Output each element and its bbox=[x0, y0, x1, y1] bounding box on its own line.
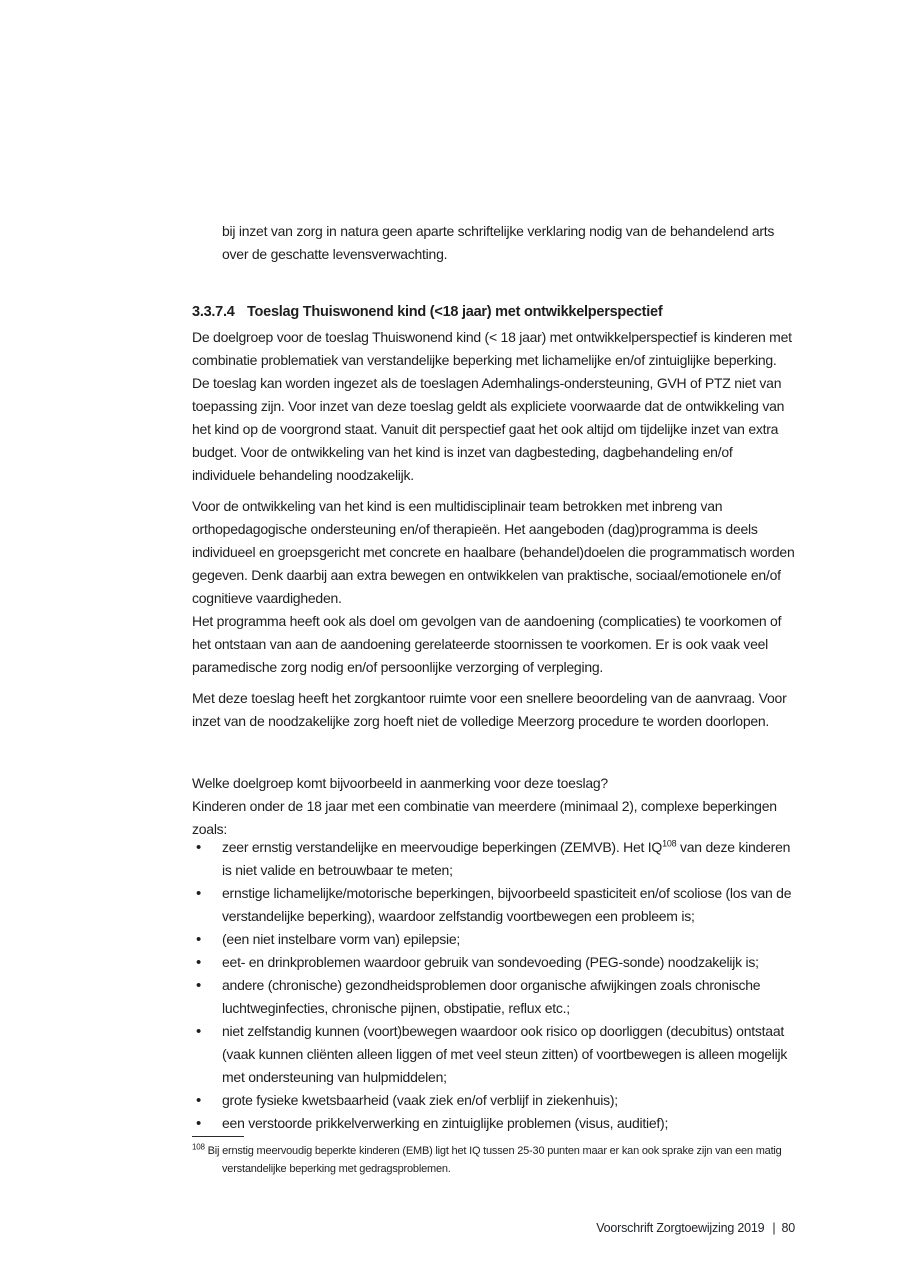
list-item-text: van deze kinderen is niet valide en betrouwbaar te meten; bbox=[222, 839, 791, 878]
list-item-text: niet zelfstandig kunnen (voort)bewegen waardoor ook risico op doorliggen (decubitus) ontstaat (vaak kunnen cliënten alleen liggen of met veel steun zitten) of voortbewegen is alleen mogelijk met ondersteuning van hulpmiddelen; bbox=[222, 1023, 788, 1085]
intro-paragraph-text: bij inzet van zorg in natura geen aparte schriftelijke verklaring nodig van de behandelend arts over de geschatte levensverwachting. bbox=[222, 223, 775, 262]
list-item bbox=[192, 1089, 796, 1112]
list-item-text: ernstige lichamelijke/motorische beperkingen, bijvoorbeeld spasticiteit en/of scoliose (los van de verstandelijke beperking), waardoor zelfstandig voortbewegen een probleem is; bbox=[222, 885, 792, 924]
section-number: 3.3.7.4 bbox=[192, 304, 235, 320]
list-item bbox=[192, 1112, 796, 1135]
list-item-text: andere (chronische) gezondheidsproblemen door organische afwijkingen zoals chronische luchtweginfecties, chronische pijnen, obstipatie, reflux etc.; bbox=[222, 977, 761, 1016]
question-text: Welke doelgroep komt bijvoorbeeld in aanmerking voor deze toeslag? bbox=[192, 775, 608, 791]
bullet-list bbox=[192, 836, 796, 1135]
list-item bbox=[192, 928, 796, 951]
paragraph-doelgroep bbox=[192, 326, 796, 487]
page-footer bbox=[596, 1221, 795, 1235]
paragraph-doelgroep-text: De doelgroep voor de toeslag Thuiswonend kind (< 18 jaar) met ontwikkelperspectief is kinderen met combinatie problematiek van verstandelijke beperking met lichamelijke en/of zintuiglijke beperking. De toeslag kan worden ingezet als de toeslagen Ademhalings-ondersteuning, GVH of PTZ niet van toepassing zijn. Voor inzet van deze toeslag geldt als expliciete voorwaarde dat de ontwikkeling van het kind op de voorgrond staat. Vanuit dit perspectief gaat het ook altijd om tijdelijke inzet van extra budget. Voor de ontwikkeling van het kind is inzet van dagbesteding, dagbehandeling en/of individuele behandeling noodzakelijk. bbox=[192, 329, 792, 483]
list-item bbox=[192, 882, 796, 928]
bullet-list-block bbox=[192, 836, 796, 1135]
paragraph-team-programma bbox=[192, 495, 796, 679]
paragraph-zorgkantoor-text: Met deze toeslag heeft het zorgkantoor ruimte voor een snellere beoordeling van de aanvraag. Voor inzet van de noodzakelijke zorg hoeft niet de volledige Meerzorg procedure te worden doorlopen. bbox=[192, 690, 787, 729]
footer-separator: | bbox=[772, 1221, 776, 1235]
footer-document-title: Voorschrift Zorgtoewijzing 2019 bbox=[596, 1221, 765, 1235]
list-intro-block bbox=[192, 772, 796, 841]
list-item bbox=[192, 1020, 796, 1089]
list-intro-text: Kinderen onder de 18 jaar met een combinatie van meerdere (minimaal 2), complexe beperkingen zoals: bbox=[192, 798, 777, 837]
list-item-text: zeer ernstig verstandelijke en meervoudige beperkingen (ZEMVB). Het IQ bbox=[222, 839, 663, 855]
footnote-marker: 108 bbox=[192, 1142, 205, 1152]
list-item bbox=[192, 974, 796, 1020]
footnote-reference: 108 bbox=[662, 838, 677, 849]
list-item-text: eet- en drinkproblemen waardoor gebruik van sondevoeding (PEG-sonde) noodzakelijk is; bbox=[222, 954, 759, 970]
list-item bbox=[192, 836, 796, 882]
footnote-paragraph bbox=[192, 1143, 798, 1178]
paragraph-zorgkantoor bbox=[192, 687, 796, 733]
list-item bbox=[192, 951, 796, 974]
list-item-text: (een niet instelbare vorm van) epilepsie; bbox=[222, 931, 460, 947]
section-heading bbox=[192, 301, 796, 324]
section-title: Toeslag Thuiswonend kind (<18 jaar) met ontwikkelperspectief bbox=[247, 304, 663, 320]
footnote bbox=[192, 1143, 798, 1178]
intro-paragraph bbox=[222, 220, 796, 266]
list-item-text: grote fysieke kwetsbaarheid (vaak ziek en/of verblijf in ziekenhuis); bbox=[222, 1092, 618, 1108]
footer-page-number: 80 bbox=[781, 1221, 795, 1235]
paragraph-programma-text: Het programma heeft ook als doel om gevolgen van de aandoening (complicaties) te voorkomen of het ontstaan van aan de aandoening gerelateerde stoornissen te voorkomen. Er is ook vaak veel paramedische zorg nodig en/of persoonlijke verzorging of verpleging. bbox=[192, 613, 782, 675]
footnote-text: Bij ernstig meervoudig beperkte kinderen (EMB) ligt het IQ tussen 25-30 punten maar er kan ook sprake zijn van een matig verstandelijke beperking met gedragsproblemen. bbox=[204, 1145, 782, 1175]
paragraph-team-text: Voor de ontwikkeling van het kind is een multidisciplinair team betrokken met inbreng van orthopedagogische ondersteuning en/of therapieën. Het aangeboden (dag)programma is deels individueel en groepsgericht met concrete en haalbare (behandel)doelen die programmatisch worden gegeven. Denk daarbij aan extra bewegen en ontwikkelen van praktische, sociaal/emotionele en/of cognitieve vaardigheden. bbox=[192, 498, 795, 606]
footnote-separator bbox=[192, 1136, 244, 1137]
list-item-text: een verstoorde prikkelverwerking en zintuiglijke problemen (visus, auditief); bbox=[222, 1115, 669, 1131]
